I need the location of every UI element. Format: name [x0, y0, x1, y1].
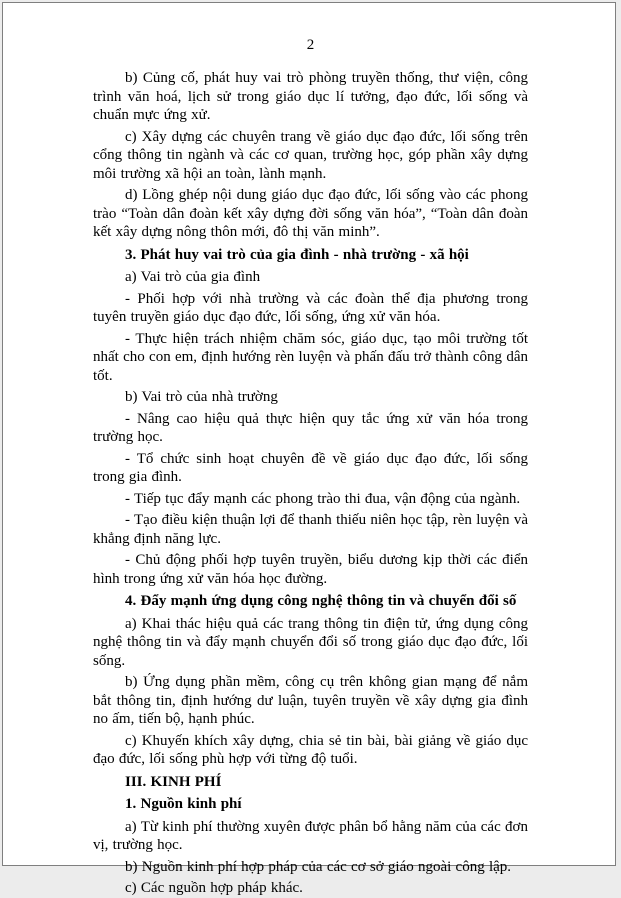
paragraph: b) Nguồn kinh phí hợp pháp của các cơ sở giáo ngoài công lập.: [125, 858, 512, 875]
paragraph: - Phối hợp với nhà trường và các đoàn thể địa phương trong tuyên truyền giáo dục đạo đức, lối sống, ứng xử văn hóa.: [93, 290, 528, 325]
document-page: [2, 2, 616, 896]
paragraph: c) Các nguồn hợp pháp khác.: [125, 880, 303, 896]
section-heading: 1. Nguồn kinh phí: [125, 796, 242, 812]
paragraph: d) Lồng ghép nội dung giáo dục đạo đức, lối sống vào các phong trào “Toàn dân đoàn kết xây dựng đời sống văn hóa”, “Toàn dân đoàn kết xây dựng nông thôn mới, đô thị văn minh”.: [93, 187, 528, 240]
paragraph: - Nâng cao hiệu quả thực hiện quy tắc ứng xử văn hóa trong trường học.: [93, 410, 528, 445]
paragraph: b) Ứng dụng phần mềm, công cụ trên không gian mạng để nắm bắt thông tin, định hướng dư luận, tuyên truyền về xây dựng gia đình no ấm, tiến bộ, hạnh phúc.: [93, 674, 528, 727]
paragraph: a) Từ kinh phí thường xuyên được phân bổ hằng năm của các đơn vị, trường học.: [93, 818, 528, 853]
paragraph: c) Khuyến khích xây dựng, chia sẻ tin bài, bài giảng về giáo dục đạo đức, lối sống phù hợp với từng độ tuổi.: [93, 732, 528, 767]
section-heading: 4. Đẩy mạnh ứng dụng công nghệ thông tin và chuyển đổi số: [125, 593, 517, 609]
paragraph: - Tiếp tục đẩy mạnh các phong trào thi đua, vận động của ngành.: [125, 490, 521, 507]
paragraph: b) Củng cố, phát huy vai trò phòng truyền thống, thư viện, công trình văn hoá, lịch sử trong giáo dục lí tưởng, đạo đức, lối sống và chuẩn mực ứng xử.: [93, 70, 528, 123]
paragraph: a) Vai trò của gia đình: [125, 269, 261, 285]
section-heading: 3. Phát huy vai trò của gia đình - nhà trường - xã hội: [125, 246, 469, 263]
paragraph: - Chủ động phối hợp tuyên truyền, biểu dương kịp thời các điển hình trong ứng xử văn hóa học đường.: [93, 552, 528, 587]
paragraph: b) Vai trò của nhà trường: [125, 389, 278, 405]
paragraph: - Tổ chức sinh hoạt chuyên đề về giáo dục đạo đức, lối sống trong gia đình.: [93, 450, 528, 485]
section-heading: III. KINH PHÍ: [125, 773, 222, 790]
page-number: 2: [306, 37, 315, 53]
paragraph: - Thực hiện trách nhiệm chăm sóc, giáo dục, tạo môi trường tốt nhất cho con em, định hướng rèn luyện và phấn đấu trở thành công dân tốt.: [93, 330, 528, 384]
paragraph: a) Khai thác hiệu quả các trang thông tin điện tử, ứng dụng công nghệ thông tin và đẩy mạnh chuyển đổi số trong giáo dục đạo đức, lối sống.: [93, 615, 528, 669]
paragraph: c) Xây dựng các chuyên trang về giáo dục đạo đức, lối sống trên cổng thông tin ngành và các cơ quan, trường học, góp phần xây dựng môi trường xã hội an toàn, lành mạnh.: [93, 128, 528, 182]
paragraph: - Tạo điều kiện thuận lợi để thanh thiếu niên học tập, rèn luyện và khẳng định năng lực.: [93, 512, 528, 547]
